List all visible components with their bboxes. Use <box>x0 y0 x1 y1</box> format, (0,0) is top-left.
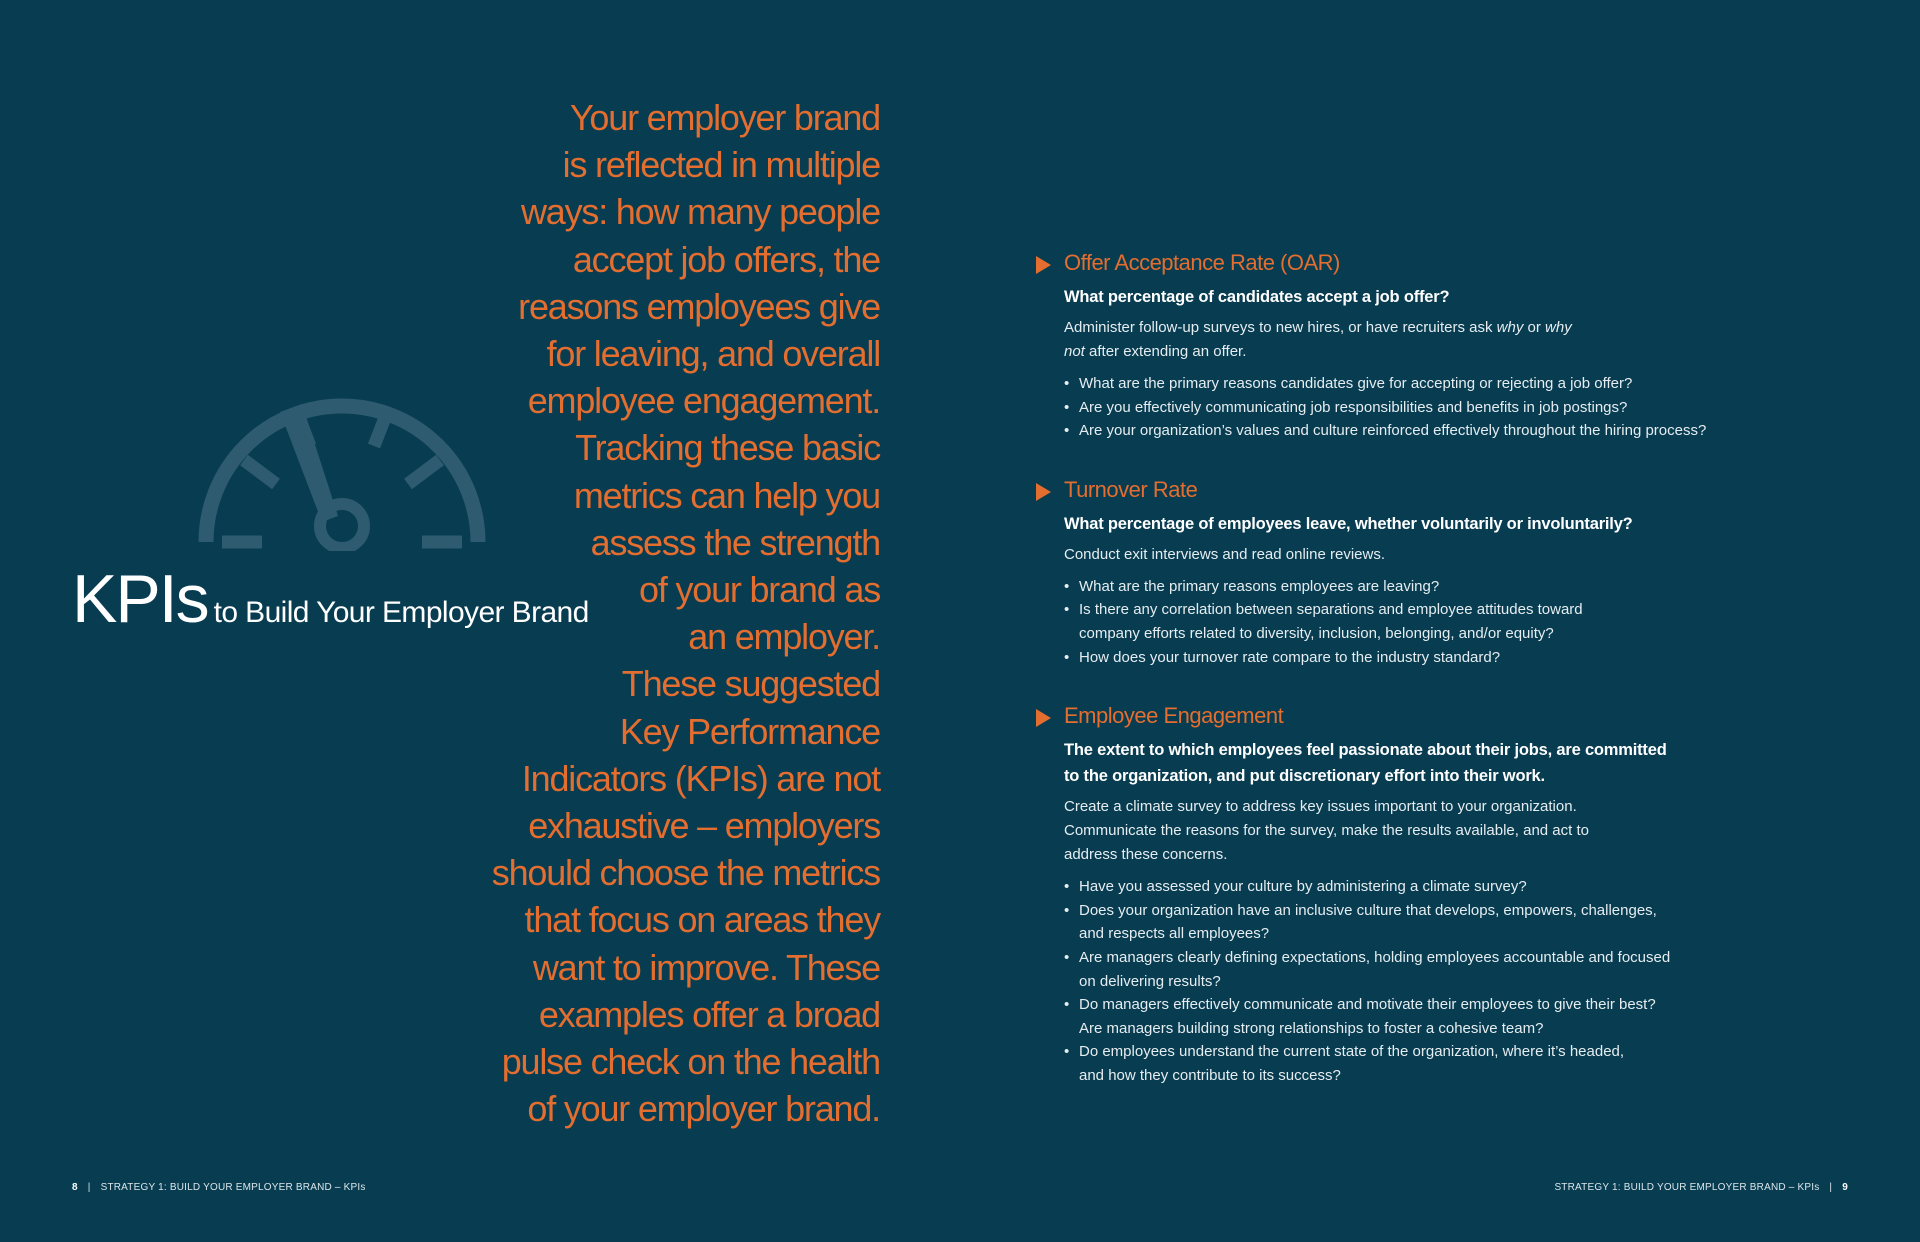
bullet-list <box>1064 575 1806 669</box>
question-line: The extent to which employees feel passionate about their jobs, are committed <box>1064 741 1667 760</box>
statement-line: should choose the metrics <box>491 852 880 894</box>
statement-line: an employer. <box>688 616 880 658</box>
list-item-text: • Is there any correlation between separations and employee attitudes toward <box>1079 601 1583 619</box>
list-item <box>1064 875 1806 899</box>
list-item-text: • Are your organization’s values and culture reinforced effectively throughout the hiring process? <box>1079 422 1707 440</box>
statement-line: examples offer a broad <box>538 993 880 1035</box>
list-item-text: • What are the primary reasons candidates give for accepting or rejecting a job offer? <box>1079 375 1633 392</box>
list-item <box>1064 993 1806 1040</box>
statement-line: want to improve. These <box>532 946 880 988</box>
body-text: why <box>1496 319 1524 336</box>
list-item-text: • How does your turnover rate compare to the industry standard? <box>1079 648 1501 666</box>
footer-left-text: STRATEGY 1: BUILD YOUR EMPLOYER BRAND – KPIs <box>100 1182 366 1193</box>
kpi-section <box>1036 703 1806 1087</box>
section-body <box>1064 795 1806 867</box>
section-question <box>1064 284 1806 310</box>
section-body <box>1064 316 1806 364</box>
section-title: Turnover Rate <box>1064 476 1198 502</box>
statement-line: Key Performance <box>619 710 880 752</box>
body-line <box>1064 316 1806 340</box>
body-line <box>1064 340 1806 364</box>
statement-line: Indicators (KPIs) are not <box>521 757 880 799</box>
title-subtitle: to Build Your Employer Brand <box>213 596 589 629</box>
list-item-text: • Do managers effectively communicate and motivate their employees to give their best? <box>1079 996 1656 1014</box>
statement-line: pulse check on the health <box>501 1041 880 1083</box>
statement-line: is reflected in multiple <box>562 144 880 186</box>
list-item <box>1064 396 1806 420</box>
kpi-section <box>1036 477 1806 669</box>
body-line: Create a climate survey to address key issues important to your organization. <box>1064 798 1577 816</box>
section-header <box>1036 477 1806 509</box>
statement-line: assess the strength <box>590 521 880 563</box>
statement-line: accept job offers, the <box>572 238 880 280</box>
section-header <box>1036 703 1806 735</box>
list-item <box>1064 1040 1806 1087</box>
triangle-right-icon <box>1036 709 1051 727</box>
list-item-text: • Does your organization have an inclusive culture that develops, empowers, challenges, <box>1079 901 1657 919</box>
question-line: What percentage of candidates accept a job offer? <box>1064 288 1450 306</box>
title-kpis: KPIs <box>72 561 208 637</box>
intro-statement <box>450 94 880 1132</box>
page-number-left: 8 <box>72 1182 78 1193</box>
statement-line: that focus on areas they <box>524 899 880 941</box>
statement-line: for leaving, and overall <box>546 333 880 375</box>
body-line: Conduct exit interviews and read online reviews. <box>1064 545 1385 563</box>
list-item-text: • Are you effectively communicating job responsibilities and benefits in job postings? <box>1079 398 1628 416</box>
list-item-text: • Are managers clearly defining expectations, holding employees accountable and focused <box>1079 948 1671 966</box>
body-line: address these concerns. <box>1064 846 1228 864</box>
triangle-right-icon <box>1036 483 1051 501</box>
footer-right <box>1554 1182 1848 1193</box>
section-header <box>1036 250 1806 282</box>
list-item-text: • Have you assessed your culture by administering a climate survey? <box>1079 878 1527 896</box>
speedometer-gauge-icon <box>196 376 488 551</box>
list-item <box>1064 646 1806 670</box>
bullet-list <box>1064 372 1806 443</box>
statement-line: Your employer brand <box>569 97 880 138</box>
footer-right-text: STRATEGY 1: BUILD YOUR EMPLOYER BRAND – KPIs <box>1554 1182 1820 1193</box>
body-line: Communicate the reasons for the survey, make the results available, and act to <box>1064 822 1589 840</box>
body-text: after extending an offer. <box>1084 343 1247 360</box>
list-item-text: and respects all employees? <box>1079 925 1270 943</box>
list-item <box>1064 946 1806 993</box>
body-text: or <box>1523 319 1546 336</box>
list-item <box>1064 598 1806 645</box>
statement-line: of your brand as <box>639 569 880 611</box>
body-text: not <box>1064 343 1085 360</box>
question-line: What percentage of employees leave, whether voluntarily or involuntarily? <box>1064 514 1633 533</box>
list-item-text: and how they contribute to its success? <box>1079 1066 1341 1084</box>
section-question <box>1064 511 1806 537</box>
question-line: to the organization, and put discretionary effort into their work. <box>1064 767 1545 786</box>
list-item <box>1064 372 1806 396</box>
statement-line: Tracking these basic <box>575 427 880 469</box>
bullet-list <box>1064 875 1806 1087</box>
section-title: Employee Engagement <box>1064 703 1284 729</box>
statement-line: exhaustive – employers <box>528 805 880 847</box>
triangle-right-icon <box>1036 256 1051 274</box>
section-question <box>1064 737 1806 789</box>
footer-separator: | <box>87 1182 91 1193</box>
statement-line: metrics can help you <box>573 474 880 516</box>
footer-separator: | <box>1829 1182 1833 1193</box>
footer-left <box>72 1182 366 1193</box>
section-title: Offer Acceptance Rate (OAR) <box>1064 250 1340 275</box>
section-body <box>1064 543 1806 567</box>
statement-line: These suggested <box>621 663 880 705</box>
body-text: Administer follow-up surveys to new hires, or have recruiters ask <box>1064 319 1497 336</box>
list-item <box>1064 899 1806 946</box>
list-item-text: on delivering results? <box>1079 972 1221 990</box>
kpi-section <box>1036 250 1806 443</box>
statement-line: employee engagement. <box>527 380 880 422</box>
statement-line: of your employer brand. <box>527 1088 880 1130</box>
statement-line: reasons employees give <box>518 285 880 327</box>
list-item-text: Are managers building strong relationships to foster a cohesive team? <box>1079 1019 1544 1037</box>
list-item <box>1064 419 1806 443</box>
list-item <box>1064 575 1806 599</box>
list-item-text: company efforts related to diversity, inclusion, belonging, and/or equity? <box>1079 624 1554 642</box>
statement-line: ways: how many people <box>520 191 880 233</box>
page-number-right: 9 <box>1842 1182 1848 1193</box>
kpi-sections <box>1036 250 1806 1088</box>
list-item-text: • Do employees understand the current state of the organization, where it’s headed, <box>1079 1043 1625 1061</box>
body-text: why <box>1545 319 1572 336</box>
list-item-text: • What are the primary reasons employees are leaving? <box>1079 577 1440 595</box>
